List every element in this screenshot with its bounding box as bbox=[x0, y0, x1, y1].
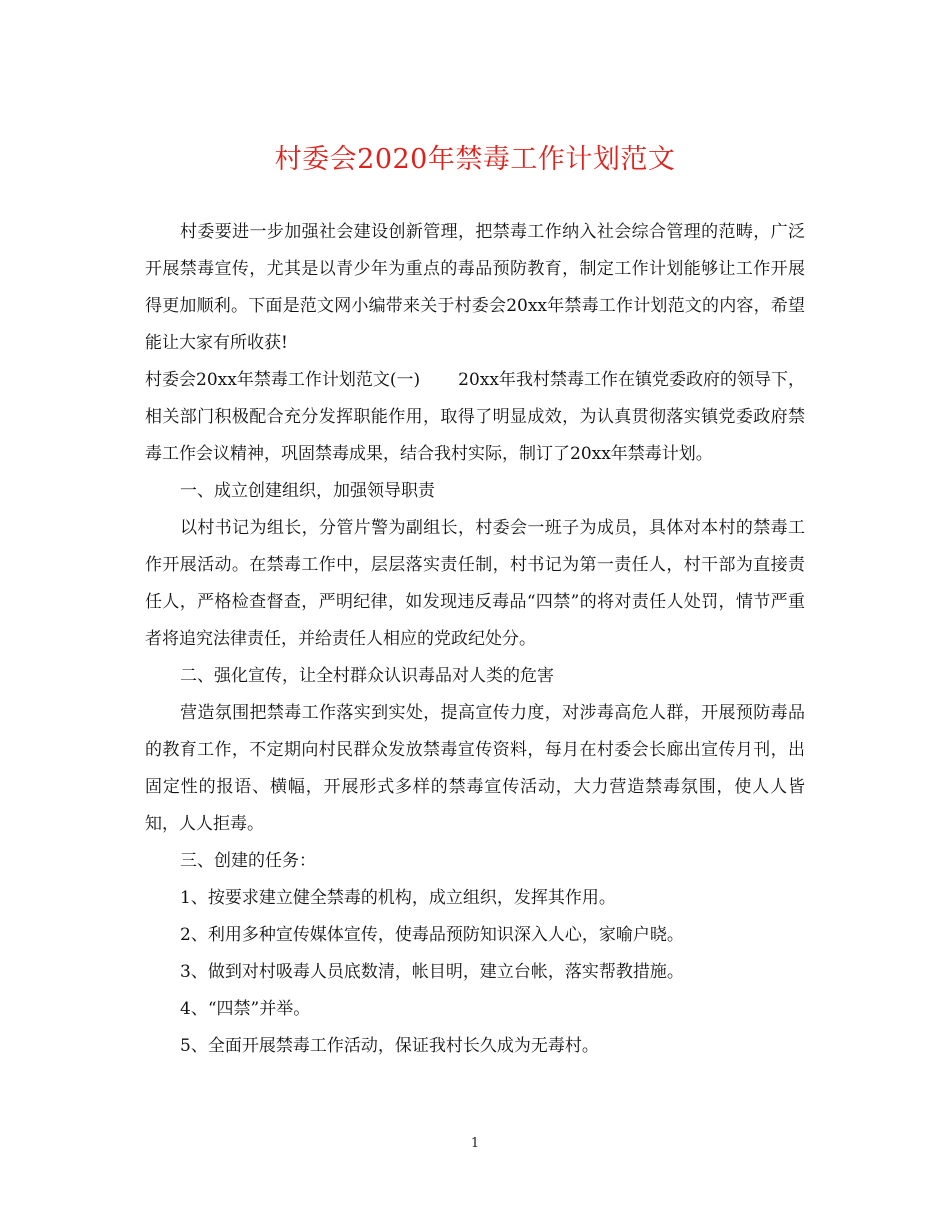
document-title: 村委会2020年禁毒工作计划范文 bbox=[274, 144, 676, 175]
intro-paragraph: 村委要进一步加强社会建设创新管理，把禁毒工作纳入社会综合管理的范畴，广泛开展禁毒宣传，尤其是以青少年为重点的毒品预防教育，制定工作计划能够让工作开展得更加顺利。下面是范文网小编带来关于村委会20xx年禁毒工作计划范文的内容，希望能让大家有所收获! bbox=[145, 222, 805, 353]
task-item: 3、做到对村吸毒人员底数清，帐目明，建立台帐，落实帮教措施。 bbox=[180, 962, 684, 982]
heading-2: 二、强化宣传，让全村群众认识毒品对人类的危害 bbox=[180, 666, 554, 686]
section-paragraph bbox=[145, 362, 805, 473]
task-item: 2、利用多种宣传媒体宣传，使毒品预防知识深入人心，家喻户晓。 bbox=[180, 925, 684, 945]
document-body bbox=[145, 214, 805, 1065]
task-item: 1、按要求建立健全禁毒的机构，成立组织，发挥其作用。 bbox=[180, 888, 616, 908]
paragraph-1: 以村书记为组长，分管片警为副组长，村委会一班子为成员，具体对本村的禁毒工作开展活动。在禁毒工作中，层层落实责任制，村书记为第一责任人，村干部为直接责任人，严格检查督查，严明纪律，如发现违反毒品“四禁”的将对责任人处罚，情节严重者将追究法律责任，并给责任人相应的党政纪处分。 bbox=[145, 518, 805, 649]
heading-1: 一、成立创建组织，加强领导职责 bbox=[180, 481, 435, 501]
paragraph-2: 营造氛围把禁毒工作落实到实处，提高宣传力度，对涉毒高危人群，开展预防毒品的教育工作，不定期向村民群众发放禁毒宣传资料，每月在村委会长廊出宣传月刊，出固定性的报语、横幅，开展形式多样的禁毒宣传活动，大力营造禁毒氛围，使人人皆知，人人拒毒。 bbox=[145, 703, 805, 834]
page-number: 1 bbox=[470, 1136, 480, 1151]
task-item: 5、全面开展禁毒工作活动，保证我村长久成为无毒村。 bbox=[180, 1036, 599, 1056]
section-label: 村委会20xx年禁毒工作计划范文(一) bbox=[145, 370, 421, 390]
heading-3: 三、创建的任务： bbox=[180, 851, 316, 871]
section-text: 20xx年我村禁毒工作在镇党委政府的领导下，相关部门积极配合充分发挥职能作用，取得了明显成效，为认真贯彻落实镇党委政府禁毒工作会议精神，巩固禁毒成果，结合我村实际，制订了20xx年禁毒计划。 bbox=[145, 370, 805, 464]
task-item: 4、“四禁”并举。 bbox=[180, 999, 311, 1019]
